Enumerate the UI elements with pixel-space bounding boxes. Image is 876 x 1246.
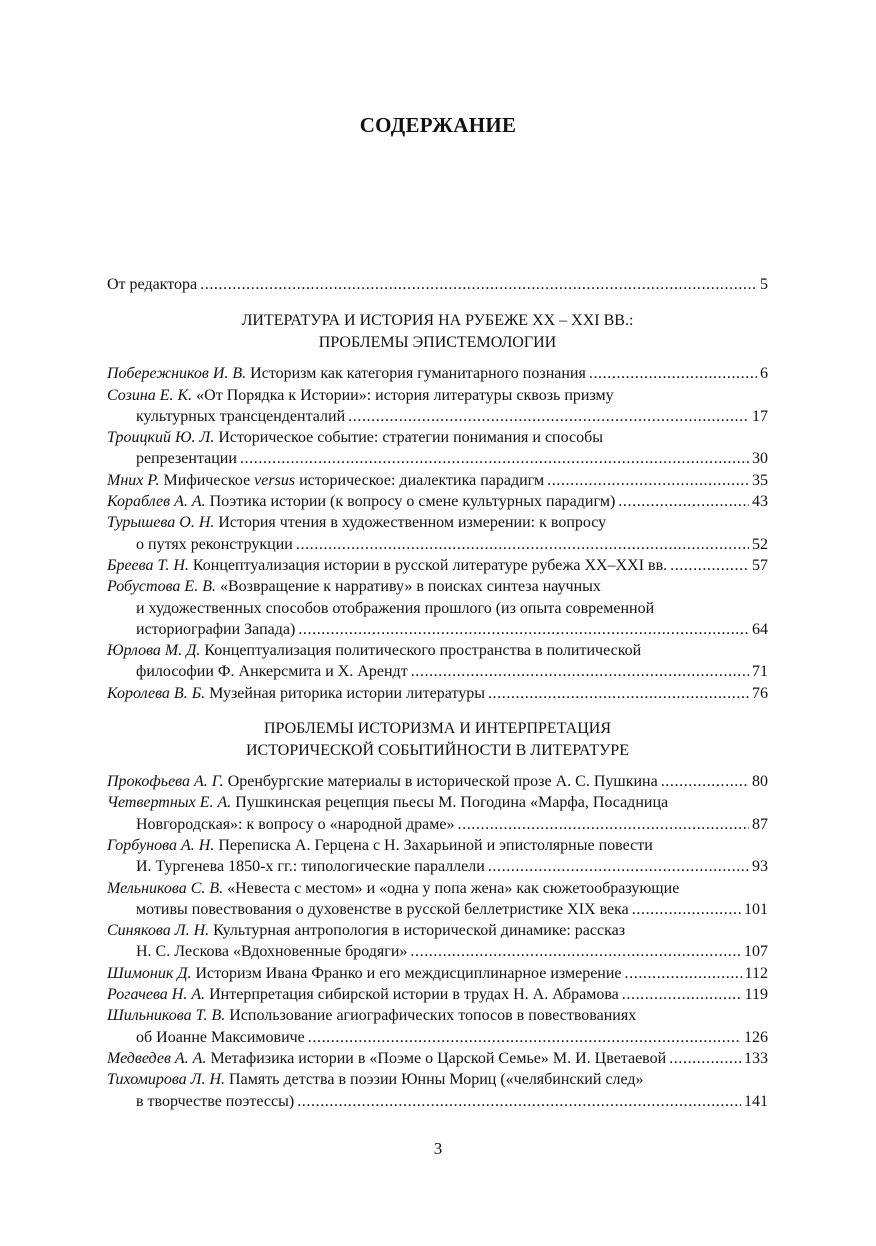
entry-page: 5 bbox=[760, 276, 768, 293]
entry-title: Историзм как категория гуманитарного познания bbox=[250, 365, 586, 383]
toc-entry[interactable] bbox=[107, 427, 768, 470]
entry-author: Юрлова М. Д. bbox=[107, 642, 201, 660]
dot-leader bbox=[200, 274, 757, 295]
dot-leader bbox=[297, 1091, 741, 1112]
toc-entry[interactable] bbox=[107, 835, 768, 878]
toc-entry[interactable] bbox=[107, 512, 768, 555]
entry-title: культурных трансценденталий bbox=[136, 407, 346, 425]
entry-title: репрезентации bbox=[136, 450, 237, 468]
page-title: СОДЕРЖАНИЕ bbox=[359, 113, 517, 137]
dot-leader bbox=[411, 661, 749, 682]
entry-page: 119 bbox=[744, 986, 768, 1004]
section-heading-line: ПРОБЛЕМЫ ИСТОРИЗМА И ИНТЕРПРЕТАЦИЯ bbox=[263, 720, 612, 738]
dot-leader bbox=[589, 363, 757, 384]
dot-leader bbox=[410, 941, 741, 962]
entry-title: историческое: диалектика парадигм bbox=[299, 471, 545, 489]
entry-title: Мифическое bbox=[163, 471, 251, 489]
entry-author: Прокофьева А. Г. bbox=[107, 773, 224, 791]
entry-author: Троицкий Ю. Л. bbox=[107, 429, 215, 447]
entry-page: 133 bbox=[744, 1049, 768, 1067]
entry-title: историографии Запада) bbox=[136, 620, 296, 638]
dot-leader bbox=[632, 899, 741, 920]
toc-entry[interactable] bbox=[107, 491, 768, 512]
entry-page: 87 bbox=[752, 815, 768, 833]
entry-author: Мельникова С. В. bbox=[107, 879, 224, 897]
entry-title: Новгородская»: к вопросу о «народной драме» bbox=[136, 815, 455, 833]
entry-title: Поэтика истории (к вопросу о смене культурных парадигм) bbox=[209, 493, 616, 511]
dot-leader bbox=[296, 534, 749, 555]
entry-page: 76 bbox=[752, 684, 768, 702]
entry-title: Переписка А. Герцена с Н. Захарьиной и эпистолярные повести bbox=[218, 836, 653, 854]
entry-page: 101 bbox=[744, 900, 768, 918]
entry-page: 35 bbox=[752, 471, 768, 489]
toc-entry[interactable] bbox=[107, 878, 768, 921]
entry-page: 71 bbox=[752, 663, 768, 681]
entry-title: мотивы повествования о духовенстве в русской беллетристике XIX века bbox=[136, 900, 629, 918]
entry-page: 57 bbox=[752, 556, 768, 574]
section-heading bbox=[107, 718, 768, 762]
entry-title: Использование агиографических топосов в повествованиях bbox=[229, 1007, 637, 1025]
entry-title: Метафизика истории в «Поэме о Царской Семье» М. И. Цветаевой bbox=[210, 1049, 667, 1067]
section-heading-line: ИСТОРИЧЕСКОЙ СОБЫТИЙНОСТИ В ЛИТЕРАТУРЕ bbox=[246, 742, 629, 760]
entry-page: 64 bbox=[752, 620, 768, 638]
toc-entry[interactable] bbox=[107, 984, 768, 1005]
entry-author: Мних Р. bbox=[107, 471, 160, 489]
toc-entry[interactable] bbox=[107, 640, 768, 683]
entry-author: Шильникова Т. В. bbox=[107, 1007, 226, 1025]
entry-title: «Возвращение к нарративу» в поисках синтеза научных bbox=[219, 578, 601, 596]
entry-title: «От Порядка к Истории»: история литературы сквозь призму bbox=[196, 386, 614, 404]
entry-author: Турышева О. Н. bbox=[107, 514, 215, 532]
toc-entry[interactable] bbox=[107, 1069, 768, 1112]
section-heading bbox=[107, 310, 768, 354]
entry-page: 17 bbox=[752, 407, 768, 425]
dot-leader bbox=[458, 814, 750, 835]
dot-leader bbox=[618, 491, 749, 512]
toc-entry[interactable] bbox=[107, 1005, 768, 1048]
entry-author: Королева В. Б. bbox=[107, 684, 206, 702]
entry-page: 80 bbox=[752, 773, 768, 791]
entry-page: 6 bbox=[760, 365, 768, 383]
entry-author: Медведев А. А. bbox=[107, 1049, 207, 1067]
entry-author: Четвертных Е. А. bbox=[107, 794, 232, 812]
entry-page: 126 bbox=[744, 1028, 768, 1046]
entry-title: о путях реконструкции bbox=[136, 535, 293, 553]
entry-page: 43 bbox=[752, 493, 768, 511]
entry-emphasis: versus bbox=[254, 471, 296, 489]
entry-page: 107 bbox=[744, 943, 768, 961]
section-heading-line: ЛИТЕРАТУРА И ИСТОРИЯ НА РУБЕЖЕ XX – XXI ВВ.: bbox=[241, 312, 634, 330]
entry-title: Музейная риторика истории литературы bbox=[209, 684, 485, 702]
dot-leader bbox=[547, 470, 749, 491]
entry-author: Рогачева Н. А. bbox=[107, 986, 206, 1004]
toc-entry[interactable] bbox=[107, 963, 768, 984]
entry-author: Кораблев А. А. bbox=[107, 493, 206, 511]
table-of-contents bbox=[107, 274, 768, 1112]
entry-author: Горбунова А. Н. bbox=[107, 836, 215, 854]
toc-entry[interactable] bbox=[107, 792, 768, 835]
entry-title: Оренбургские материалы в исторической прозе А. С. Пушкина bbox=[227, 773, 658, 791]
dot-leader bbox=[488, 856, 749, 877]
entry-title: в творчестве поэтессы) bbox=[136, 1092, 295, 1110]
entry-author: Тихомирова Л. Н. bbox=[107, 1071, 226, 1089]
entry-page: 112 bbox=[744, 964, 768, 982]
entry-author: Робустова Е. В. bbox=[107, 578, 216, 596]
entry-title: Историзм Ивана Франко и его междисциплинарное измерение bbox=[195, 964, 622, 982]
page-number: 3 bbox=[433, 1139, 443, 1158]
toc-entry[interactable] bbox=[107, 683, 768, 704]
entry-author: Побережников И. В. bbox=[107, 365, 247, 383]
entry-page: 93 bbox=[752, 858, 768, 876]
section-heading-line: ПРОБЛЕМЫ ЭПИСТЕМОЛОГИИ bbox=[318, 334, 557, 352]
dot-leader bbox=[298, 619, 749, 640]
entry-title: Концептуализация политического пространства в политической bbox=[204, 642, 642, 660]
toc-entry[interactable] bbox=[107, 920, 768, 963]
entry-author: Бреева Т. Н. bbox=[107, 556, 189, 574]
dot-leader bbox=[488, 683, 749, 704]
entry-author: Шимоник Д. bbox=[107, 964, 192, 982]
entry-author: Синякова Л. Н. bbox=[107, 922, 210, 940]
entry-title: Интерпретация сибирской истории в трудах Н. А. Абрамова bbox=[209, 986, 619, 1004]
toc-entry[interactable] bbox=[107, 576, 768, 640]
entry-title: «Невеста с местом» и «одна у попа жена» как сюжетообразующие bbox=[227, 879, 680, 897]
toc-entry[interactable] bbox=[107, 771, 768, 792]
entry-title: История чтения в художественном измерении: к вопросу bbox=[218, 514, 607, 532]
entry-title: Концептуализация истории в русской литературе рубежа XX–XXI вв. bbox=[192, 556, 668, 574]
entry-page: 52 bbox=[752, 535, 768, 553]
toc-entry[interactable] bbox=[107, 555, 768, 576]
entry-page: 141 bbox=[744, 1092, 768, 1110]
dot-leader bbox=[240, 448, 749, 469]
toc-entry[interactable] bbox=[107, 470, 768, 491]
dot-leader bbox=[622, 984, 742, 1005]
toc-entry-editor[interactable] bbox=[107, 274, 768, 295]
entry-title: Культурная антропология в исторической динамике: рассказ bbox=[213, 922, 626, 940]
entry-title: И. Тургенева 1850-х гг.: типологические параллели bbox=[136, 858, 485, 876]
entry-text: От редактора bbox=[107, 276, 198, 293]
entry-title: Историческое событие: стратегии понимания и способы bbox=[218, 429, 604, 447]
toc-entry[interactable] bbox=[107, 385, 768, 428]
dot-leader bbox=[661, 771, 749, 792]
entry-author: Созина Е. К. bbox=[107, 386, 193, 404]
entry-title: Пушкинская рецепция пьесы М. Погодина «Марфа, Посадница bbox=[235, 794, 669, 812]
entry-title: философии Ф. Анкерсмита и Х. Арендт bbox=[136, 663, 408, 681]
entry-title: Память детства в поэзии Юнны Мориц («челябинский след» bbox=[229, 1071, 644, 1089]
dot-leader bbox=[670, 555, 749, 576]
dot-leader bbox=[625, 963, 742, 984]
entry-title: Н. С. Лескова «Вдохновенные бродяги» bbox=[136, 943, 408, 961]
entry-page: 30 bbox=[752, 450, 768, 468]
entry-title: об Иоанне Максимовиче bbox=[136, 1028, 305, 1046]
dot-leader bbox=[348, 406, 749, 427]
dot-leader bbox=[308, 1027, 741, 1048]
dot-leader bbox=[669, 1048, 741, 1069]
toc-entry[interactable] bbox=[107, 363, 768, 384]
entry-title: и художественных способов отображения прошлого (из опыта современной bbox=[136, 599, 655, 617]
toc-entry[interactable] bbox=[107, 1048, 768, 1069]
